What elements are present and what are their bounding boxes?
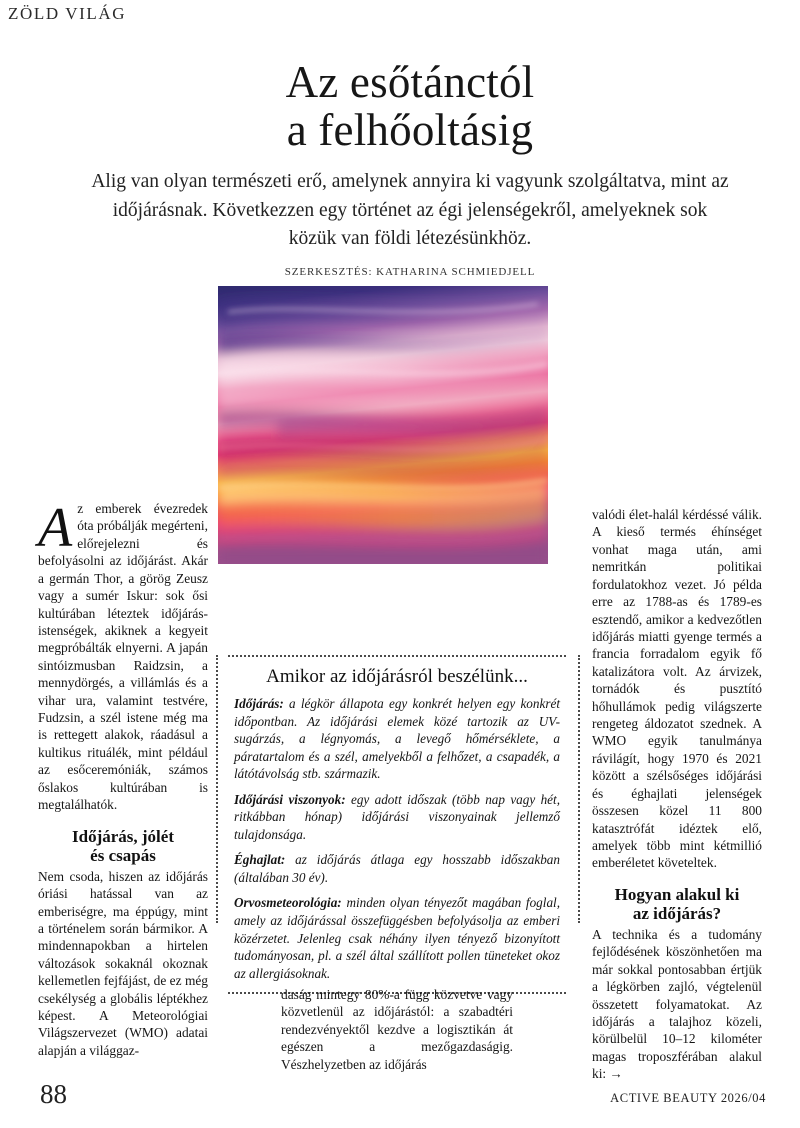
definition-term: Időjárás: (234, 696, 284, 711)
body-paragraph: Nem csoda, hiszen az időjárás óriási hatással van az emberiségre, ma éppúgy, mint a történelem során bármikor. A mindennapokban a hirtelen változások sokaknál okoznak kellemetlen fejfájást, de ez még csekélység a globális léptékhez képest. A Meteorológiai Világszervezet (WMO) adatai alapján a világgaz- (38, 868, 208, 1058)
definition-term: Időjárási viszonyok: (234, 791, 346, 807)
sunset-sky-illustration (218, 286, 548, 564)
page-number: 88 (40, 1079, 67, 1109)
page-title (60, 58, 760, 154)
body-text: z emberek évezredek óta próbálják megérteni, előrejelezni és befolyásolni az időjárást. Akár a germán Thor, a görög Zeusz vagy a sumér Iskur: sok ősi kultúrában léteztek időjárás-istenségek, akiknek a kegyeit megpróbálták elnyerni. A japán sintóizmusban Raidzsin, a mennydörgés, a villámlás és a vihar ura, valamint testvére, Fudzsin, a szél istene még ma is rettegett alakok, ráadásul a kultikus rituálék, mint például az esőceremóniák, számos őslakos kultúrában is megtalálhatók. (38, 501, 208, 813)
definition-entry (234, 791, 560, 844)
definition-sidebar (228, 655, 566, 994)
definition-text: a légkör állapota egy konkrét helyen egy konkrét időpontban. Az időjárási elemek közé tartozik az UV-sugárzás, a légnyomás, a levegő hőmérséklete, a páratartalom és a szél, amelyekből a felhőzet, a csapadék, a látótávolság stb. származik. (234, 696, 560, 782)
definition-text: egy adott időszak (több nap vagy hét, ritkábban hónap) időjárási viszonyainak jellemző tulajdonsága. (234, 791, 560, 842)
section-subheading (592, 885, 762, 923)
body-column-middle (281, 986, 513, 1073)
box-divider-left (216, 655, 218, 923)
definition-entry (234, 695, 560, 783)
headline-line-2: a felhőoltásig (286, 105, 534, 156)
body-paragraph: A technika és a tudomány fejlődésének köszönhetően ma már sokkal pontosabban értjük a légkörben zajló, végtelenül összetett folyamatokat. Az időjárás a talajhoz közeli, körülbelül 10–12 kilométer magas troposzférában alakul ki: → (592, 926, 762, 1082)
byline: SZERKESZTÉS: KATHARINA SCHMIEDJELL (284, 265, 536, 278)
body-paragraph (38, 497, 208, 814)
subheading-line-2: és csapás (90, 845, 156, 865)
body-column-left (38, 497, 208, 1059)
hero-image (218, 286, 548, 564)
drop-cap: A (38, 497, 73, 559)
definition-entry (234, 894, 560, 982)
body-column-right (592, 506, 762, 1083)
article-header (60, 58, 760, 278)
body-paragraph: daság mintegy 80%-a függ közvetve vagy közvetlenül az időjárástól: a szabadtéri rendezvényektől kezdve a logisztikán át egészen a mezőgazdaságig. Vészhelyzetben az időjárás (281, 987, 513, 1072)
subheading-line-1: Hogyan alakul ki (614, 884, 740, 904)
body-paragraph: valódi élet-halál kérdéssé válik. A kieső termés éhínséget vonhat maga után, ami nemritkán politikai fordulatokhoz vezet. Jó példa erre az 1788-as és 1789-es esztendő, amikor a kedvezőtlen időjárás miatti gyenge termés a francia forradalom egyik fő katalizátora volt. Az árvizek, tornádók és pusztító hőhullámok pedig világszerte rengeteg áldozatot szednek. A WMO egyik tanulmánya rávilágít, hogy 1970 és 2021 között a szélsőséges időjárási és éghajlati jelenségek összesen közel 11 800 katasztrófát idéztek elő, amelyek több mint kétmillió emberéletet követeltek. (592, 507, 762, 871)
definition-sidebar-title: Amikor az időjárásról beszélünk... (266, 666, 528, 687)
publication-info: ACTIVE BEAUTY 2026/04 (610, 1091, 766, 1105)
section-subheading (38, 827, 208, 865)
definition-entry (234, 851, 560, 886)
headline-line-1: Az esőtánctól (285, 57, 535, 107)
definition-term: Orvosmeteorológia: (234, 895, 342, 911)
subheading-line-1: Időjárás, jólét (72, 826, 174, 846)
running-head: ZÖLD VILÁG (8, 4, 127, 23)
definition-text: az időjárás átlaga egy hosszabb időszakban (általában 30 év). (234, 852, 560, 885)
definition-text: minden olyan tényezőt magában foglal, amely az időjárással összefüggésben befolyásolja az emberi közérzetet. Jelenleg csak néhány ilyen tényező bizonyított tudományosan, pl. a szél által szállított pollen tüneteket okoz az allergiásoknak. (234, 895, 560, 981)
subheading-line-2: az időjárás? (632, 903, 722, 923)
standfirst: Alig van olyan természeti erő, amelynek annyira ki vagyunk szolgáltatva, mint az időjárásnak. Következzen egy történet az égi jelenségekről, amelyeknek sok közük van földi létezésünkhöz. (91, 171, 729, 250)
box-divider-right (578, 655, 580, 923)
definition-term: Éghajlat: (234, 852, 286, 868)
